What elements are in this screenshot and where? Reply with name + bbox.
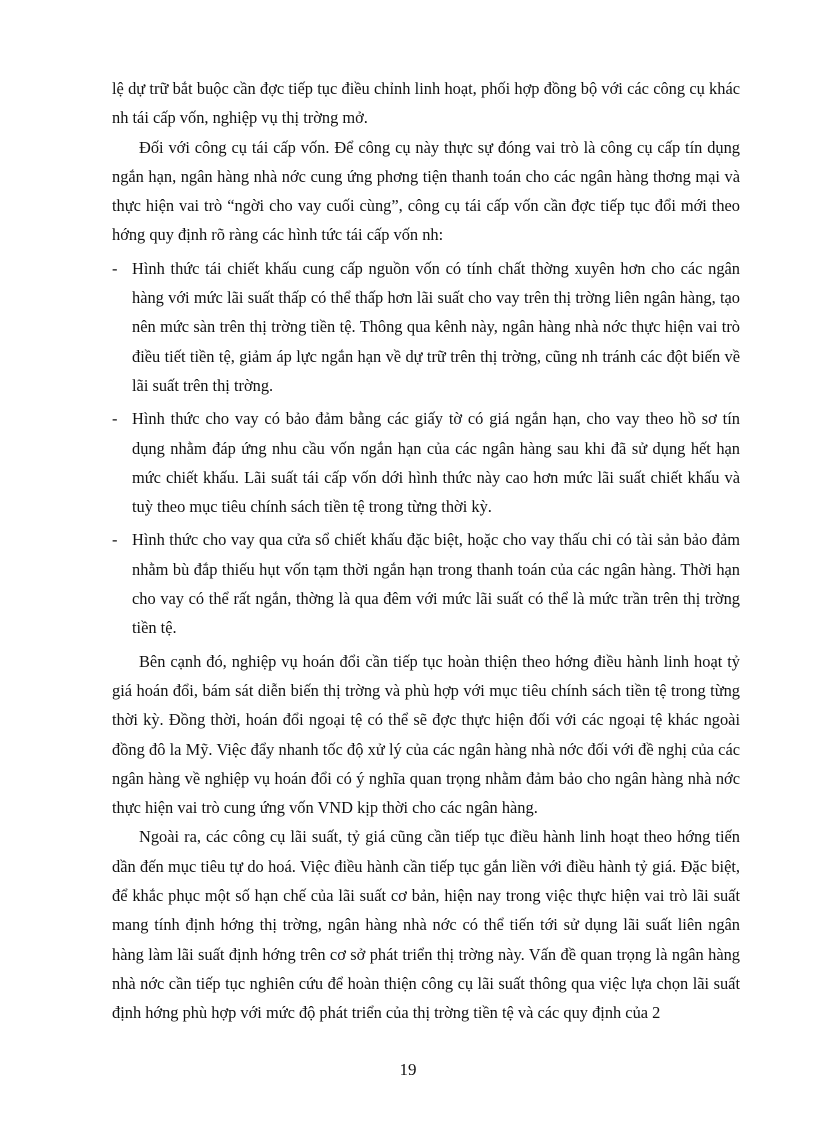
list-item xyxy=(112,404,740,521)
list-item xyxy=(112,254,740,400)
paragraph-continuation: lệ dự trữ bắt buộc cần đợc tiếp tục điều chỉnh linh hoạt, phối hợp đồng bộ với các công cụ khác nh tái cấp vốn, nghiệp vụ thị trờng mở. xyxy=(112,79,740,128)
list-item-text: Hình thức tái chiết khấu cung cấp nguồn vốn có tính chất thờng xuyên hơn cho các ngân hàng với mức lãi suất thấp có thể thấp hơn lãi suất cho vay trên thị trờng liên ngân hàng, tạo nên mức sàn trên thị trờng tiền tệ. Thông qua kênh này, ngân hàng nhà nớc thực hiện vai trò điều tiết tiền tệ, giảm áp lực ngắn hạn về dự trữ trên thị trờng, cũng nh tránh các đột biến về lãi suất trên thị trờng. xyxy=(132,258,740,395)
bullet-dash: - xyxy=(112,258,118,278)
bullet-dash: - xyxy=(112,530,118,550)
page-number: 19 xyxy=(399,1060,417,1079)
refinancing-forms-list xyxy=(112,254,740,643)
paragraph-swap-operations: Bên cạnh đó, nghiệp vụ hoán đổi cần tiếp tục hoàn thiện theo hớng điều hành linh hoạt tỷ giá hoán đổi, bám sát diễn biến thị trờng và phù hợp với mục tiêu chính sách tiền tệ trong từng thời kỳ. Đồng thời, hoán đổi ngoại tệ có thể sẽ đợc thực hiện đối với các ngoại tệ khác ngoài đồng đô la Mỹ. Việc đẩy nhanh tốc độ xử lý của các ngân hàng nhà nớc đối với đề nghị của các ngân hàng về nghiệp vụ hoán đổi có ý nghĩa quan trọng nhằm đảm bảo cho ngân hàng nhà nớc thực hiện vai trò cung ứng vốn VND kịp thời cho các ngân hàng. xyxy=(112,651,740,818)
page-body xyxy=(112,74,740,1028)
list-item-text: Hình thức cho vay qua cửa sổ chiết khấu đặc biệt, hoặc cho vay thấu chi có tài sản bảo đảm nhằm bù đắp thiếu hụt vốn tạm thời ngắn hạn trong thanh toán của các ngân hàng. Thời hạn cho vay có thể rất ngắn, thờng là qua đêm với mức lãi suất có thể là mức trần trên thị trờng tiền tệ. xyxy=(132,530,740,638)
list-item xyxy=(112,525,740,642)
paragraph-interest-rate-tools: Ngoài ra, các công cụ lãi suất, tỷ giá cũng cần tiếp tục điều hành linh hoạt theo hớng tiến dần đến mục tiêu tự do hoá. Việc điều hành cần tiếp tục gắn liền với điều hành tỷ giá. Đặc biệt, để khắc phục một số hạn chế của lãi suất cơ bản, hiện nay trong việc thực hiện vai trò lãi suất mang tính định hớng thị trờng, ngân hàng nhà nớc có thể tiến tới sử dụng lãi suất liên ngân hàng làm lãi suất định hớng trên cơ sở phát triển thị trờng này. Vấn đề quan trọng là ngân hàng nhà nớc cần tiếp tục nghiên cứu để hoàn thiện công cụ lãi suất thông qua việc lựa chọn lãi suất định hớng phù hợp với mức độ phát triển của thị trờng tiền tệ và các quy định của 2 xyxy=(112,827,740,1023)
paragraph-refinancing-tool: Đối với công cụ tái cấp vốn. Để công cụ này thực sự đóng vai trò là công cụ cấp tín dụng ngắn hạn, ngân hàng nhà nớc cung ứng phơng tiện thanh toán cho các ngân hàng thơng mại và thực hiện vai trò “ngời cho vay cuối cùng”, công cụ tái cấp vốn cần đợc tiếp tục đổi mới theo hớng quy định rõ ràng các hình tức tái cấp vốn nh: xyxy=(112,137,740,245)
bullet-dash: - xyxy=(112,409,118,429)
list-item-text: Hình thức cho vay có bảo đảm bằng các giấy tờ có giá ngắn hạn, cho vay theo hồ sơ tín dụng nhằm đáp ứng nhu cầu vốn ngắn hạn của các ngân hàng sau khi đã sử dụng hết hạn mức chiết khấu. Lãi suất tái cấp vốn dới hình thức này cao hơn mức lãi suất chiết khấu và tuỳ theo mục tiêu chính sách tiền tệ trong từng thời kỳ. xyxy=(132,409,740,517)
